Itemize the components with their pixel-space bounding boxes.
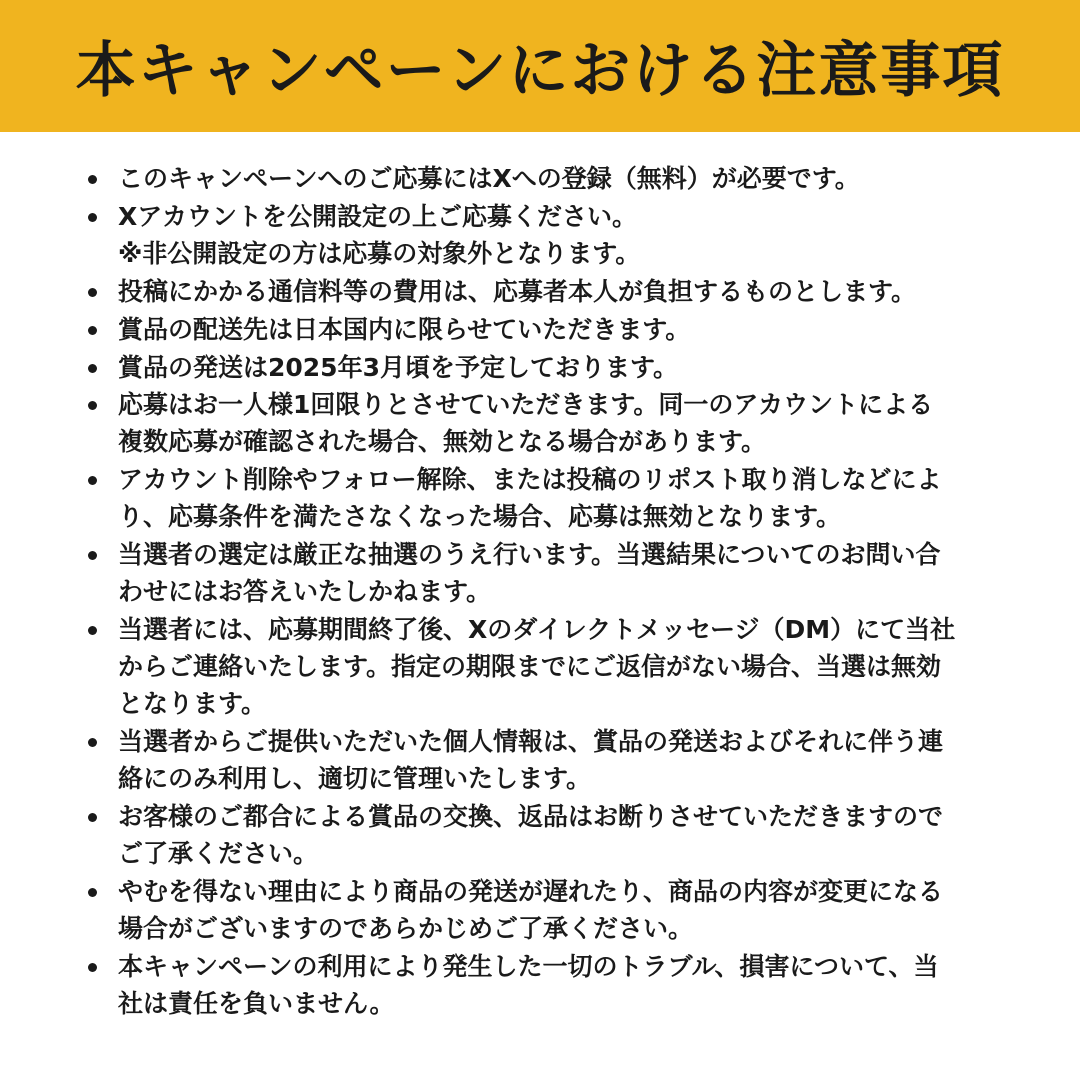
bullet-icon — [88, 963, 97, 972]
notice-item — [88, 311, 1018, 348]
bullet-icon — [88, 626, 97, 635]
bullet-icon — [88, 288, 97, 297]
bullet-icon — [88, 326, 97, 335]
notice-text-line: わせにはお答えいたしかねます。 — [118, 577, 492, 607]
notice-item — [88, 160, 1018, 197]
notice-text-line: Xアカウントを公開設定の上ご応募ください。 — [118, 201, 638, 231]
notice-text-line: 賞品の発送は2025年3月頃を予定しております。 — [118, 352, 678, 382]
notice-item — [88, 349, 1018, 386]
notice-item — [88, 798, 1018, 872]
notice-list — [88, 160, 1018, 1023]
notice-text-line: 絡にのみ利用し、適切に管理いたします。 — [118, 764, 592, 794]
notice-text-line: お客様のご都合による賞品の交換、返品はお断りさせていただきますので — [118, 801, 944, 831]
notice-text-line: り、応募条件を満たさなくなった場合、応募は無効となります。 — [118, 502, 842, 532]
notice-text-line: 本キャンペーンの利用により発生した一切のトラブル、損害について、当 — [118, 951, 939, 981]
page-title: 本キャンペーンにおける注意事項 — [75, 36, 1005, 106]
notice-item — [88, 723, 1018, 797]
notice-text-line: 複数応募が確認された場合、無効となる場合があります。 — [118, 427, 767, 457]
notice-item — [88, 873, 1018, 947]
notice-text-line: となります。 — [118, 689, 267, 719]
bullet-icon — [88, 551, 97, 560]
notice-text-line: からご連絡いたします。指定の期限までにご返信がない場合、当選は無効 — [118, 652, 942, 682]
notice-text-line: 場合がございますのであらかじめご了承ください。 — [118, 913, 694, 943]
notice-text-line: 応募はお一人様1回限りとさせていただきます。同一のアカウントによる — [118, 390, 934, 420]
bullet-icon — [88, 476, 97, 485]
notice-text-line: ※非公開設定の方は応募の対象外となります。 — [118, 238, 641, 268]
notice-item — [88, 948, 1018, 1022]
notice-item — [88, 273, 1018, 310]
notice-item — [88, 198, 1018, 272]
notice-text-line: やむを得ない理由により商品の発送が遅れたり、商品の内容が変更になる — [118, 876, 944, 906]
bullet-icon — [88, 364, 97, 373]
header-banner — [0, 0, 1080, 132]
notice-text-line: アカウント削除やフォロー解除、または投稿のリポスト取り消しなどによ — [118, 465, 942, 495]
notice-item — [88, 461, 1018, 535]
bullet-icon — [88, 738, 97, 747]
notice-text-line: 賞品の配送先は日本国内に限らせていただきます。 — [118, 314, 691, 344]
notice-text-line: 投稿にかかる通信料等の費用は、応募者本人が負担するものとします。 — [118, 276, 917, 306]
bullet-icon — [88, 813, 97, 822]
notice-text-line: 当選者の選定は厳正な抽選のうえ行います。当選結果についてのお問い合 — [118, 540, 941, 570]
notice-text-line: 当選者には、応募期間終了後、Xのダイレクトメッセージ（DM）にて当社 — [118, 615, 956, 645]
notice-text-line: このキャンペーンへのご応募にはXへの登録（無料）が必要です。 — [118, 164, 860, 193]
bullet-icon — [88, 175, 97, 184]
bullet-icon — [88, 888, 97, 897]
notice-item — [88, 536, 1018, 610]
bullet-icon — [88, 213, 97, 222]
notice-text-line: 当選者からご提供いただいた個人情報は、賞品の発送およびそれに伴う連 — [118, 727, 944, 757]
notice-item — [88, 386, 1018, 460]
notice-text-line: 社は責任を負いません。 — [118, 988, 395, 1018]
bullet-icon — [88, 401, 97, 410]
notice-item — [88, 611, 1018, 722]
notice-text-line: ご了承ください。 — [118, 838, 319, 868]
